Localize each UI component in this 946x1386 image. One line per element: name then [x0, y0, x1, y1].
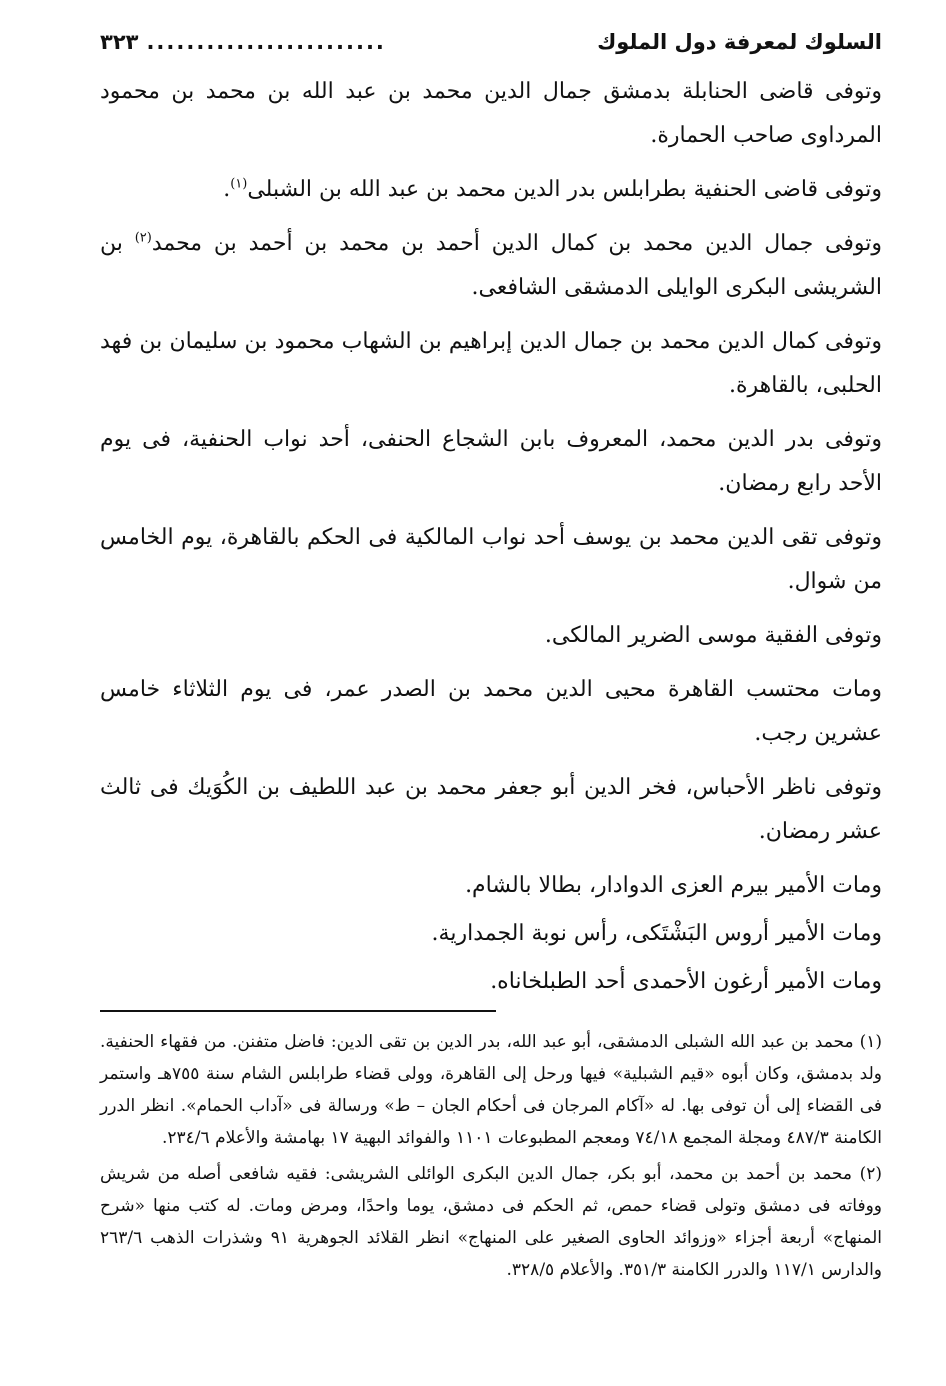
paragraph-3-rest: بن الشريشى البكرى الوايلى الدمشقى الشافعى. [100, 231, 882, 300]
paragraph-9: وتوفى ناظر الأحباس، فخر الدين أبو جعفر محمد بن عبد اللطيف بن الكُوَيك فى ثالث عشر رمضان. [100, 775, 882, 844]
paragraph-11: ومات الأمير أروس البَشْتَكى، رأس نوبة الجمدارية. [431, 921, 882, 946]
paragraph-2 [100, 168, 882, 212]
paragraph-7: وتوفى الفقية موسى الضرير المالكى. [544, 623, 882, 648]
paragraph-8: ومات محتسب القاهرة محيى الدين محمد بن الصدر عمر، فى يوم الثلاثاء خامس عشرين رجب. [100, 677, 882, 746]
paragraph-4: وتوفى كمال الدين محمد بن جمال الدين إبراهيم بن الشهاب محمود بن سليمان بن فهد الحلبى، بالقاهرة. [100, 329, 882, 398]
header-leader-dots: ........................ [146, 30, 386, 54]
footnote-separator [100, 1010, 496, 1012]
main-text [100, 70, 882, 1004]
paragraph-12: ومات الأمير أرغون الأحمدى أحد الطبلخاناه. [490, 969, 882, 994]
paragraph-2-text: وتوفى قاضى الحنفية بطرابلس بدر الدين محمد بن عبد الله بن الشبلى [247, 177, 882, 202]
paragraph-3 [100, 222, 882, 310]
footnotes [100, 1026, 882, 1286]
footnote-1: (١) محمد بن عبد الله الشبلى الدمشقى، أبو عبد الله، بدر الدين بن تقى الدين: فاضل متفنن. من فقهاء الحنفية. ولد بدمشق، وكان أبوه «قيم الشبلية» فيها ورحل إلى القاهرة، وولى قضاء طرابلس الشام سنة ٧٥٥هـ واستمر فى القضاء إلى أن توفى بها. له «آكام المرجان فى أحكام الجان – ط» ورسالة فى «آداب الحمام». انظر الدرر الكامنة ٤٨٧/٣ ومجلة المجمع ٧٤/١٨ ومعجم المطبوعات ١١٠١ والفوائد البهية ١٧ بهامشة والأعلام ٢٣٤/٦. [100, 1032, 882, 1148]
header-title: السلوك لمعرفة دول الملوك [597, 30, 882, 54]
footnote-ref-2[interactable]: (٢) [134, 230, 152, 246]
paragraph-2-end: . [223, 177, 231, 202]
paragraph-6: وتوفى تقى الدين محمد بن يوسف أحد نواب المالكية فى الحكم بالقاهرة، يوم الخامس من شوال. [100, 525, 882, 594]
paragraph-1: وتوفى قاضى الحنابلة بدمشق جمال الدين محمد بن عبد الله بن محمد بن محمود المرداوى صاحب الحمارة. [100, 79, 882, 148]
running-header [100, 30, 882, 70]
paragraph-5: وتوفى بدر الدين محمد، المعروف بابن الشجاع الحنفى، أحد نواب الحنفية، فى يوم الأحد رابع رمضان. [100, 427, 882, 496]
book-page [100, 30, 882, 1290]
footnote-2: (٢) محمد بن أحمد بن محمد، أبو بكر، جمال الدين البكرى الوائلى الشريشى: فقيه شافعى أصله من شريش ووفاته فى دمشق وتولى قضاء حمص، ثم الحكم فى دمشق، يوما واحدًا، ومرض ومات. له كتب منها «شرح المنهاج» أربعة أجزاء «وزوائد الحاوى الصغير على المنهاج» انظر القلائد الجوهرية ٩١ وشذرات الذهب ٢٦٣/٦ والدارس ١١٧/١ والدرر الكامنة ٣٥١/٣. والأعلام ٣٢٨/٥. [100, 1164, 882, 1280]
footnote-ref-1[interactable]: (١) [230, 176, 248, 192]
page-number: ٣٢٣ [100, 30, 139, 54]
paragraph-3-text: وتوفى جمال الدين محمد بن كمال الدين أحمد بن محمد بن أحمد بن محمد [151, 231, 882, 256]
paragraph-10: ومات الأمير بيرم العزى الدوادار، بطالا بالشام. [465, 873, 882, 898]
